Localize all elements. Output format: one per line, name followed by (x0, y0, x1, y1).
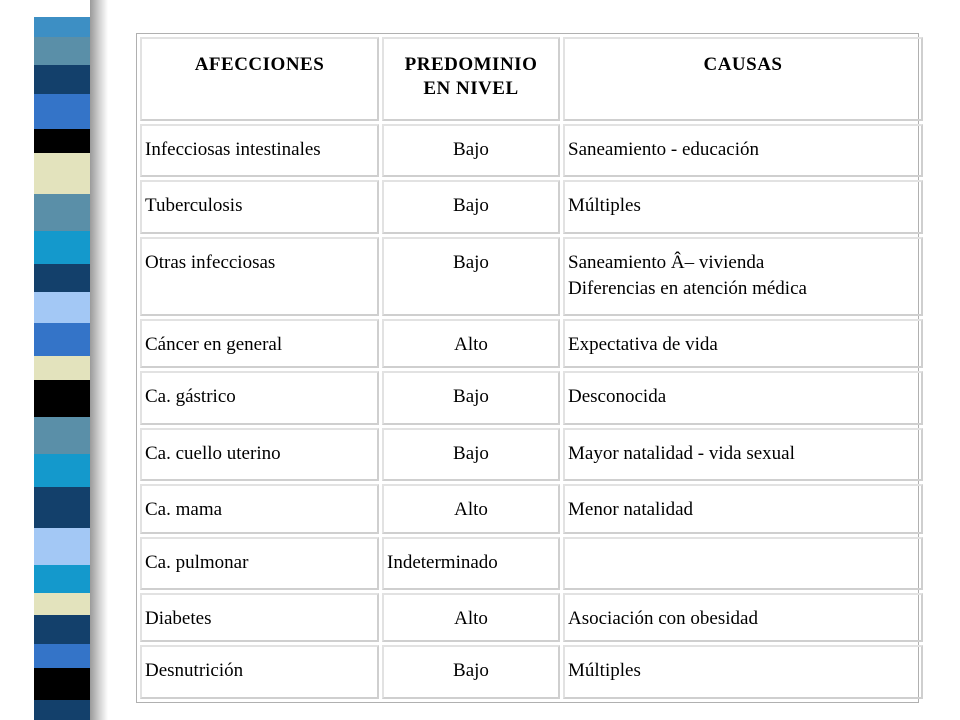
cell-nivel: Indeterminado (382, 537, 560, 591)
header-causas: CAUSAS (563, 37, 923, 121)
cell-afeccion: Otras infecciosas (140, 237, 379, 316)
cell-afeccion: Ca. cuello uterino (140, 428, 379, 482)
cell-causa-line: Saneamiento Â– vivienda (568, 251, 765, 273)
header-predominio-line1: PREDOMINIO (404, 54, 538, 75)
stripe-segment (34, 380, 92, 417)
table-row (140, 237, 923, 316)
stripe-segment (34, 153, 92, 194)
stripe-segment (34, 565, 92, 593)
stripe-segment (34, 94, 92, 129)
table (137, 34, 926, 702)
stripe-segment (34, 417, 92, 454)
stripe-segment (34, 700, 92, 720)
table-row (140, 645, 923, 699)
table-row (140, 537, 923, 591)
table-row (140, 371, 923, 425)
table-row (140, 593, 923, 642)
cell-afeccion: Ca. mama (140, 484, 379, 533)
cell-causa (563, 319, 923, 368)
stripe-segment (34, 37, 92, 65)
cell-causa (563, 180, 923, 234)
stripe-segment (34, 0, 92, 17)
cell-afeccion: Tuberculosis (140, 180, 379, 234)
cell-causa-line: Múltiples (568, 195, 641, 217)
cell-afeccion: Cáncer en general (140, 319, 379, 368)
cell-nivel: Bajo (382, 645, 560, 699)
diseases-table (136, 33, 919, 703)
stripe-segment (34, 356, 92, 380)
stripe-segment (34, 487, 92, 528)
stripe-segment (34, 454, 92, 487)
header-afecciones: AFECCIONES (140, 37, 379, 121)
cell-nivel: Bajo (382, 371, 560, 425)
table-row (140, 124, 923, 178)
cell-causa (563, 371, 923, 425)
cell-causa (563, 593, 923, 642)
stripe-segment (34, 129, 92, 153)
stripe-segment (34, 194, 92, 231)
stripe-segment (34, 644, 92, 668)
cell-causa-line: Expectativa de vida (568, 333, 718, 355)
cell-causa-line: Desconocida (568, 386, 667, 408)
cell-nivel: Bajo (382, 180, 560, 234)
cell-causa (563, 237, 923, 316)
cell-causa (563, 484, 923, 533)
stripe-segment (34, 528, 92, 565)
stripe-segment (34, 593, 92, 615)
table-row (140, 484, 923, 533)
header-predominio (382, 37, 560, 121)
cell-causa-line: Asociación con obesidad (568, 608, 758, 630)
cell-causa-line: Saneamiento - educación (568, 138, 759, 160)
cell-nivel: Bajo (382, 237, 560, 316)
stripe-segment (34, 292, 92, 323)
cell-nivel: Bajo (382, 428, 560, 482)
cell-afeccion: Infecciosas intestinales (140, 124, 379, 178)
table-row (140, 180, 923, 234)
cell-nivel: Alto (382, 484, 560, 533)
cell-causa (563, 124, 923, 178)
cell-causa (563, 537, 923, 591)
cell-afeccion: Diabetes (140, 593, 379, 642)
stripe-segment (34, 231, 92, 264)
cell-causa-line: Menor natalidad (568, 499, 694, 521)
cell-causa (563, 428, 923, 482)
decorative-stripe-bar (34, 0, 92, 720)
cell-nivel: Alto (382, 593, 560, 642)
table-row (140, 428, 923, 482)
table-header-row (140, 37, 923, 121)
cell-afeccion: Ca. pulmonar (140, 537, 379, 591)
cell-causa-line: Mayor natalidad - vida sexual (568, 442, 795, 464)
table-row (140, 319, 923, 368)
header-predominio-line2: EN NIVEL (423, 78, 519, 99)
stripe-shadow (90, 0, 108, 720)
cell-nivel: Bajo (382, 124, 560, 178)
cell-afeccion: Ca. gástrico (140, 371, 379, 425)
cell-causa-line-2: Diferencias en atención médica (568, 277, 807, 299)
cell-causa-line: Múltiples (568, 660, 641, 682)
cell-causa (563, 645, 923, 699)
stripe-segment (34, 17, 92, 37)
stripe-segment (34, 615, 92, 645)
stripe-segment (34, 323, 92, 356)
cell-nivel: Alto (382, 319, 560, 368)
stripe-segment (34, 264, 92, 292)
cell-afeccion: Desnutrición (140, 645, 379, 699)
stripe-segment (34, 668, 92, 699)
stripe-segment (34, 65, 92, 95)
